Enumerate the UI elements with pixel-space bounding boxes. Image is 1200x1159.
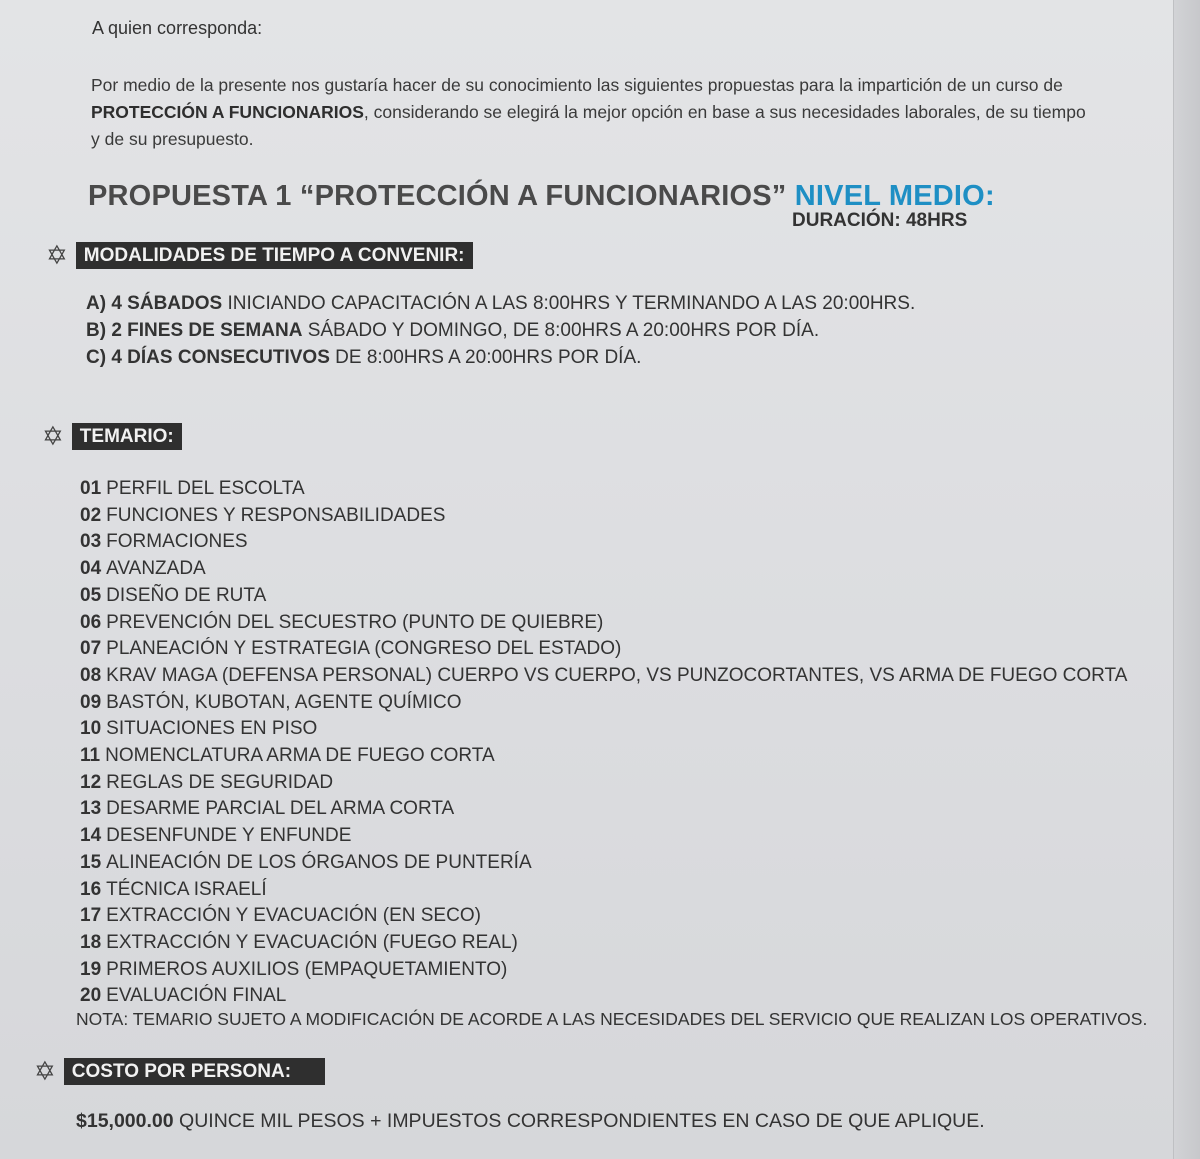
star-of-david-icon: ✡ <box>34 1056 56 1087</box>
item-number: 01 <box>80 478 102 499</box>
item-text: DISEÑO DE RUTA <box>106 584 267 606</box>
intro-paragraph <box>91 72 1091 153</box>
modality-option <box>86 344 915 371</box>
item-text: FUNCIONES Y RESPONSABILIDADES <box>106 504 446 526</box>
modality-label: A) 4 SÁBADOS <box>86 293 223 314</box>
item-text: SITUACIONES EN PISO <box>106 718 318 740</box>
item-text: PRIMEROS AUXILIOS (EMPAQUETAMIENTO) <box>106 958 508 980</box>
item-text: EXTRACCIÓN Y EVACUACIÓN (FUEGO REAL) <box>106 931 518 953</box>
item-number: 11 <box>80 745 101 767</box>
syllabus-item <box>80 663 1127 690</box>
syllabus-item <box>80 743 1127 770</box>
cost-text: QUINCE MIL PESOS + IMPUESTOS CORRESPONDIENTES EN CASO DE QUE APLIQUE. <box>173 1110 985 1132</box>
item-text: REGLAS DE SEGURIDAD <box>106 771 334 793</box>
modality-text: INICIANDO CAPACITACIÓN A LAS 8:00HRS Y TERMINANDO A LAS 20:00HRS. <box>222 293 916 314</box>
item-number: 06 <box>80 611 102 633</box>
syllabus-item <box>80 556 1127 583</box>
cost-heading: COSTO POR PERSONA: <box>64 1058 325 1085</box>
syllabus-item <box>80 636 1127 663</box>
modality-option <box>86 290 915 317</box>
item-text: KRAV MAGA (DEFENSA PERSONAL) CUERPO VS CUERPO, VS PUNZOCORTANTES, VS ARMA DE FUEGO CORTA <box>106 664 1128 686</box>
syllabus-item <box>80 877 1127 904</box>
item-number: 20 <box>80 985 102 1007</box>
modality-label: C) 4 DÍAS CONSECUTIVOS <box>86 347 330 368</box>
item-text: DESARME PARCIAL DEL ARMA CORTA <box>106 798 455 820</box>
intro-text-start: Por medio de la presente nos gustaría hacer de su conocimiento las siguientes propuestas para la impartición de un curso de <box>91 75 1063 95</box>
syllabus-item <box>80 823 1127 850</box>
page-edge-shadow <box>1173 0 1200 1159</box>
syllabus-item <box>80 610 1127 637</box>
syllabus-item <box>80 903 1127 930</box>
cost-amount: $15,000.00 <box>76 1110 174 1132</box>
syllabus-item <box>80 770 1127 797</box>
item-number: 02 <box>80 504 102 526</box>
item-number: 12 <box>80 771 102 793</box>
item-text: PERFIL DEL ESCOLTA <box>106 478 305 499</box>
item-text: BASTÓN, KUBOTAN, AGENTE QUÍMICO <box>106 691 462 713</box>
proposal-title <box>88 180 995 213</box>
item-text: AVANZADA <box>106 558 206 580</box>
syllabus-item <box>80 957 1127 984</box>
syllabus-header <box>42 423 182 450</box>
item-number: 07 <box>80 638 102 660</box>
item-text: EVALUACIÓN FINAL <box>106 985 287 1007</box>
item-text: PREVENCIÓN DEL SECUESTRO (PUNTO DE QUIEBRE) <box>106 611 604 633</box>
intro-emphasis: PROTECCIÓN A FUNCIONARIOS <box>91 102 364 122</box>
proposal-name: PROPUESTA 1 “PROTECCIÓN A FUNCIONARIOS” <box>88 180 787 212</box>
syllabus-item <box>80 583 1127 610</box>
item-text: ALINEACIÓN DE LOS ÓRGANOS DE PUNTERÍA <box>106 851 532 873</box>
item-number: 16 <box>80 878 102 900</box>
proposal-level: NIVEL MEDIO: <box>794 180 995 212</box>
intro-text-end: , considerando se elegirá la mejor opción en base a sus necesidades laborales, de su tiempo y de su presupuesto. <box>91 102 1086 149</box>
syllabus-item <box>80 850 1127 877</box>
modality-text: DE 8:00HRS A 20:00HRS POR DÍA. <box>329 347 642 368</box>
syllabus-heading: TEMARIO: <box>72 423 182 450</box>
modalities-header <box>46 242 473 269</box>
cost-header <box>34 1058 325 1085</box>
item-number: 10 <box>80 718 102 740</box>
modalities-heading: MODALIDADES DE TIEMPO A CONVENIR: <box>76 242 473 269</box>
item-number: 15 <box>80 851 102 873</box>
proposal-duration: DURACIÓN: 48HRS <box>792 210 968 231</box>
syllabus-item <box>80 690 1127 717</box>
item-number: 09 <box>80 691 102 713</box>
item-text: EXTRACCIÓN Y EVACUACIÓN (EN SECO) <box>106 905 481 927</box>
item-text: PLANEACIÓN Y ESTRATEGIA (CONGRESO DEL ESTADO) <box>106 638 622 660</box>
modality-text: SÁBADO Y DOMINGO, DE 8:00HRS A 20:00HRS POR DÍA. <box>302 320 820 341</box>
item-number: 13 <box>80 798 102 820</box>
item-number: 08 <box>80 664 102 686</box>
syllabus-item <box>80 476 1127 503</box>
syllabus-item <box>80 503 1127 530</box>
modality-label: B) 2 FINES DE SEMANA <box>86 320 303 341</box>
modalities-list <box>86 290 915 371</box>
star-of-david-icon: ✡ <box>46 240 68 271</box>
item-text: TÉCNICA ISRAELÍ <box>106 878 267 900</box>
item-text: FORMACIONES <box>106 531 248 553</box>
star-of-david-icon: ✡ <box>42 421 64 452</box>
syllabus-item <box>80 716 1127 743</box>
syllabus-note: NOTA: TEMARIO SUJETO A MODIFICACIÓN DE ACORDE A LAS NECESIDADES DEL SERVICIO QUE REALIZAN LOS OPERATIVOS. <box>76 1009 1148 1029</box>
item-number: 17 <box>80 905 102 927</box>
item-number: 03 <box>80 531 102 553</box>
syllabus-item <box>80 529 1127 556</box>
cost-line <box>76 1110 985 1133</box>
modality-option <box>86 317 915 344</box>
item-text: DESENFUNDE Y ENFUNDE <box>106 825 352 847</box>
item-number: 14 <box>80 825 102 847</box>
syllabus-item <box>80 983 1127 1010</box>
item-number: 05 <box>80 584 102 606</box>
item-number: 04 <box>80 558 102 580</box>
syllabus-item <box>80 796 1127 823</box>
item-text: NOMENCLATURA ARMA DE FUEGO CORTA <box>105 745 495 767</box>
item-number: 18 <box>80 931 102 953</box>
syllabus-list <box>80 476 1127 1010</box>
greeting: A quien corresponda: <box>92 18 263 38</box>
syllabus-item <box>80 930 1127 957</box>
item-number: 19 <box>80 958 102 980</box>
